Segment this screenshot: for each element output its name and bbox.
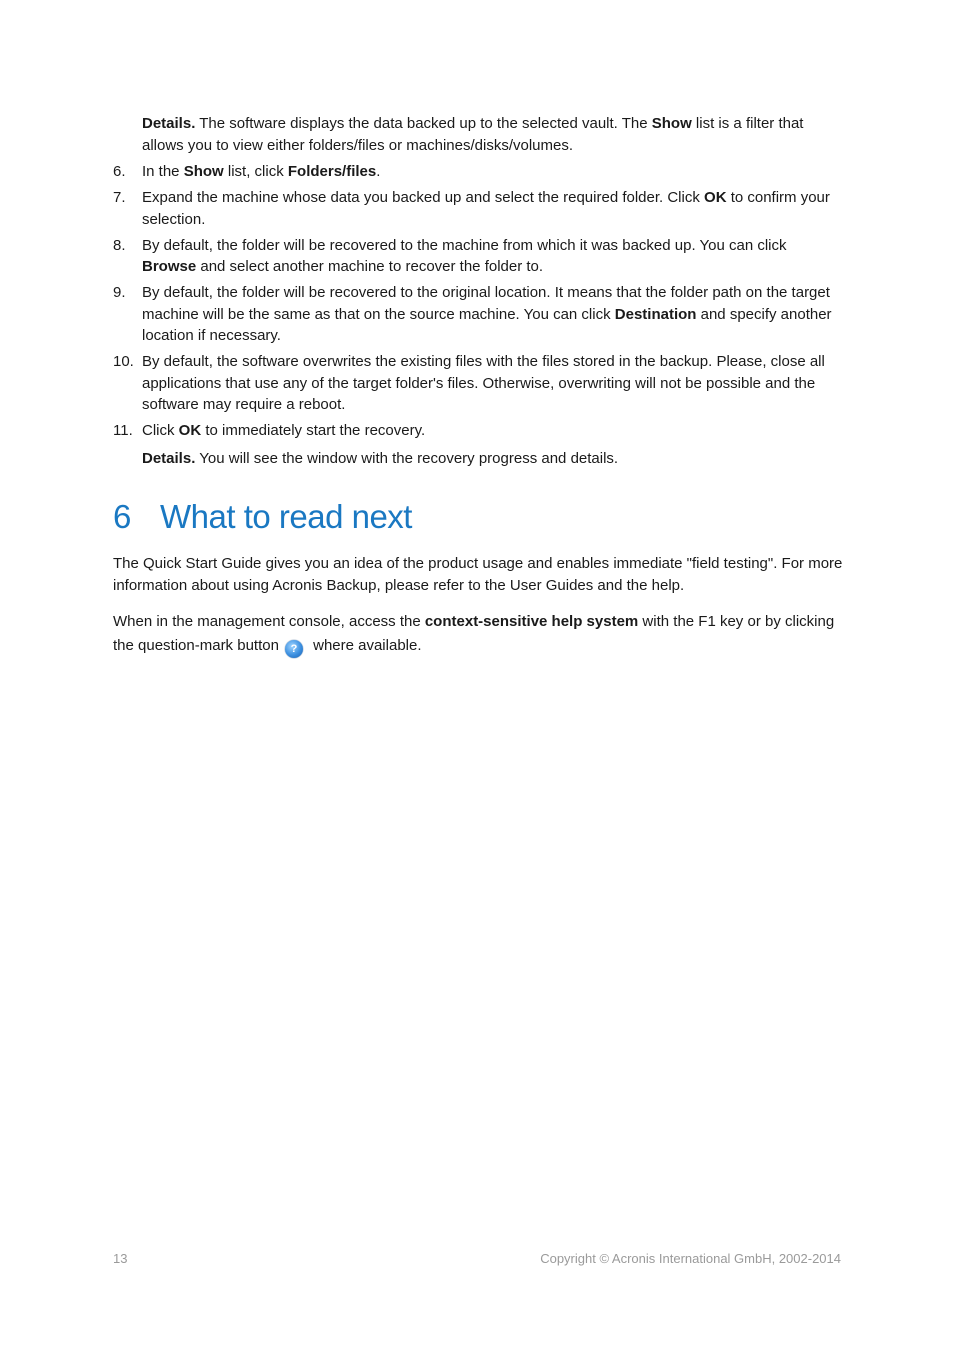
step-number: 6. — [113, 163, 126, 180]
step-term: OK — [704, 189, 727, 206]
step-text: list, click — [223, 163, 288, 180]
show-term: Show — [651, 115, 692, 132]
steps-list — [113, 161, 843, 474]
page-number: 13 — [113, 1251, 128, 1266]
details-label: Details. — [142, 115, 196, 132]
help-text: When in the management console, access the — [113, 613, 425, 630]
step-term: Destination — [614, 305, 697, 323]
step-number: 11. — [113, 422, 133, 439]
copyright-notice: Copyright © Acronis International GmbH, 2002-2014 — [540, 1251, 841, 1266]
step-number: 8. — [113, 236, 126, 254]
section-title: What to read next — [160, 498, 412, 535]
step-text: and specify another location if necessary. — [142, 305, 832, 344]
step-term: Show — [183, 163, 224, 180]
details-text: You will see the window with the recovery progress and details. — [195, 449, 619, 467]
step-text: . — [376, 163, 381, 180]
step-text: By default, the folder will be recovered to the machine from which it was backed up. You can click — [142, 236, 787, 254]
help-text-end: where available. — [308, 637, 422, 654]
help-text: with the F1 key or by clicking the question-mark button — [113, 613, 835, 654]
details-text: The software displays the data backed up to the selected vault. The — [195, 115, 652, 132]
step-term: OK — [178, 422, 202, 439]
step-number: 7. — [113, 189, 126, 206]
step-text: and select another machine to recover the folder to. — [196, 258, 544, 275]
help-system-term: context-sensitive help system — [424, 613, 639, 630]
step-text: In the — [142, 163, 184, 180]
list-item — [113, 282, 843, 347]
step-number: 9. — [113, 284, 126, 301]
step-details — [142, 448, 843, 470]
step-text: By default, the folder will be recovered to the original location. It means that the folder path on the target machine will be the same as that on the source machine. You can click — [142, 284, 830, 323]
step-term: Folders/files — [287, 163, 377, 180]
list-item — [113, 420, 843, 469]
step-text: Click — [142, 422, 179, 439]
question-mark-icon[interactable]: ? — [285, 640, 303, 658]
step-text: to immediately start the recovery. — [201, 422, 426, 439]
step-text: By default, the software overwrites the existing files with the files stored in the backup. Please, close all applications that use any of the target folder's files. Otherwise, overwriting will not be possible and the software may require a reboot. — [142, 353, 825, 413]
details-text-end: list is a filter that allows you to view either folders/files or machines/disks/volumes. — [142, 115, 804, 154]
step-number: 10. — [113, 353, 134, 370]
intro-paragraph: The Quick Start Guide gives you an idea of the product usage and enables immediate "field testing". For more information about using Acronis Backup, please refer to the User Guides and the help. — [113, 555, 843, 594]
step-text: Expand the machine whose data you backed up and select the required folder. Click — [142, 189, 705, 206]
list-item — [113, 235, 843, 278]
list-item — [113, 187, 843, 230]
step-text: to confirm your selection. — [142, 189, 830, 228]
step-term: Browse — [142, 258, 197, 275]
help-paragraph — [113, 610, 843, 658]
list-item — [113, 161, 843, 183]
details-paragraph — [142, 113, 842, 156]
section-number: 6 — [113, 498, 131, 535]
details-label: Details. — [142, 449, 196, 467]
section-heading — [113, 498, 412, 536]
list-item — [113, 351, 843, 416]
